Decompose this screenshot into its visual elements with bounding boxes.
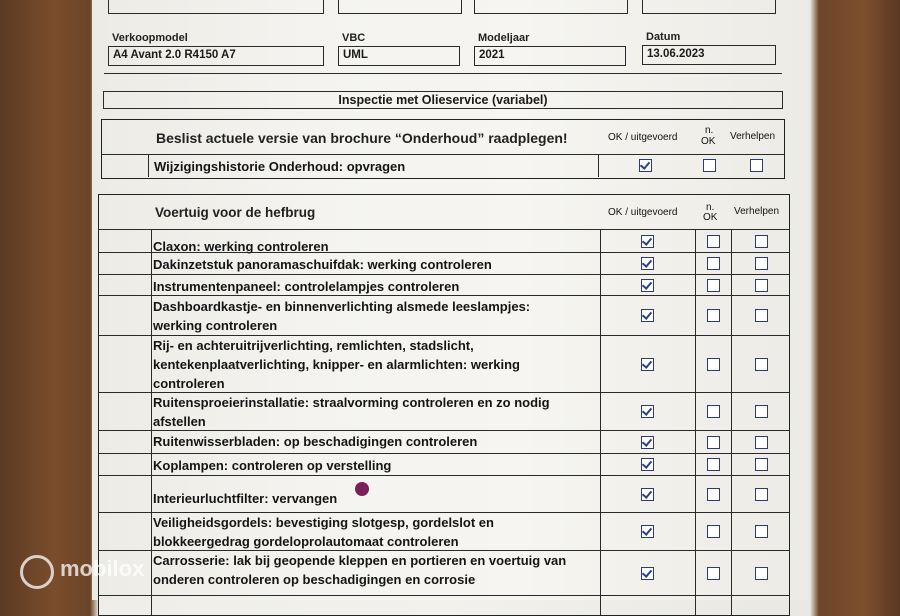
section-brochure-nok-checkbox[interactable] <box>703 159 716 172</box>
row-label-line: afstellen <box>153 414 206 429</box>
row-ok-checkbox[interactable] <box>641 436 654 449</box>
date-field <box>642 45 776 65</box>
row-label-line: Koplampen: controleren op verstelling <box>153 458 392 473</box>
table-row <box>99 475 789 476</box>
row-label-line: Instrumentenpaneel: controlelampjes controleren <box>153 279 460 294</box>
row-ok-checkbox[interactable] <box>641 279 654 292</box>
section-hefbrug-vline-fix <box>731 229 732 615</box>
row-label-line: Interieurluchtfilter: vervangen <box>153 491 338 506</box>
model-value: A4 Avant 2.0 R4150 A7 <box>113 49 236 61</box>
year-field <box>474 46 626 66</box>
watermark-text: mobilox <box>60 556 145 581</box>
col-fix-header-2: Verhelpen <box>734 206 780 217</box>
row-fix-checkbox[interactable] <box>755 525 768 538</box>
row-fix-checkbox[interactable] <box>755 436 768 449</box>
table-row <box>99 295 789 296</box>
row-label-line: kentekenplaatverlichting, knipper- en alarmlichten: werking <box>153 357 520 372</box>
section-brochure-row-divider <box>102 154 784 155</box>
model-label: Verkoopmodel <box>112 32 188 44</box>
table-row <box>99 274 789 275</box>
section-brochure <box>101 119 785 179</box>
vin-field <box>108 0 324 14</box>
row-nok-checkbox[interactable] <box>707 436 720 449</box>
col-nok-header-2: OK <box>701 136 716 147</box>
section-brochure-ok-checkbox[interactable] <box>639 159 652 172</box>
code-value <box>341 0 378 1</box>
row-label-line: controleren <box>153 376 225 391</box>
row-nok-checkbox[interactable] <box>707 358 720 371</box>
row-label-line: Veiligheidsgordels: bevestiging slotgesp, gordelslot en <box>153 515 494 530</box>
section-brochure-fix-checkbox[interactable] <box>750 159 763 172</box>
row-fix-checkbox[interactable] <box>755 405 768 418</box>
row-fix-checkbox[interactable] <box>755 257 768 270</box>
vin-value <box>111 0 238 1</box>
row-label-line: Ruitensproeierinstallatie: straalvorming controleren en zo nodig <box>153 395 550 410</box>
code-field <box>338 0 462 14</box>
vbc-field <box>338 46 460 66</box>
extra-field <box>642 0 776 14</box>
col-ok-header-2: OK / uitgevoerd <box>608 207 678 218</box>
row-fix-checkbox[interactable] <box>755 279 768 292</box>
row-nok-checkbox[interactable] <box>707 279 720 292</box>
purple-marker <box>355 482 369 496</box>
row-ok-checkbox[interactable] <box>641 488 654 501</box>
section-hefbrug-vline-nok <box>695 229 696 615</box>
table-row <box>99 252 789 253</box>
model-field <box>108 46 324 66</box>
col-nok-header-2a: n. <box>706 202 715 213</box>
row-fix-checkbox[interactable] <box>755 235 768 248</box>
row-fix-checkbox[interactable] <box>755 458 768 471</box>
row-label-line: Rij- en achteruitrijverlichting, remlichten, stadslicht, <box>153 338 474 353</box>
table-row <box>99 229 789 230</box>
col-ok-header: OK / uitgevoerd <box>608 132 678 143</box>
vbc-label: VBC <box>342 32 366 44</box>
table-row <box>99 595 789 596</box>
row-fix-checkbox[interactable] <box>755 358 768 371</box>
col-fix-header: Verhelpen <box>730 131 776 142</box>
row-fix-checkbox[interactable] <box>755 309 768 322</box>
section-brochure-vline-ok <box>598 154 599 177</box>
row-nok-checkbox[interactable] <box>707 525 720 538</box>
row-nok-checkbox[interactable] <box>707 488 720 501</box>
section-brochure-row-label: Wijzigingshistorie Onderhoud: opvragen <box>154 159 406 174</box>
date-label: Datum <box>646 31 681 43</box>
row-ok-checkbox[interactable] <box>641 405 654 418</box>
row-label-line: onderen controleren op beschadigingen en corrosie <box>153 572 476 587</box>
inspection-title-bar <box>103 91 783 109</box>
row-nok-checkbox[interactable] <box>707 309 720 322</box>
year-value: 2021 <box>479 49 505 61</box>
row-nok-checkbox[interactable] <box>707 257 720 270</box>
row-ok-checkbox[interactable] <box>641 358 654 371</box>
row-fix-checkbox[interactable] <box>755 488 768 501</box>
row-label-line: Dakinzetstuk panoramaschuifdak: werking controleren <box>153 257 492 272</box>
row-ok-checkbox[interactable] <box>641 567 654 580</box>
row-label-line: Carrosserie: lak bij geopende kleppen en portieren en voertuig van <box>153 553 567 568</box>
row-label-line: blokkeergedrag gordeloprolautomaat controleren <box>153 534 459 549</box>
date-value: 13.06.2023 <box>647 48 705 60</box>
row-fix-checkbox[interactable] <box>755 567 768 580</box>
row-ok-checkbox[interactable] <box>641 235 654 248</box>
section-brochure-title: Beslist actuele versie van brochure “Onderhoud” raadplegen! <box>156 130 568 146</box>
row-nok-checkbox[interactable] <box>707 235 720 248</box>
year-label: Modeljaar <box>478 32 530 44</box>
row-nok-checkbox[interactable] <box>707 405 720 418</box>
section-hefbrug <box>98 194 790 616</box>
row-label-line: Ruitenwisserbladen: op beschadigingen controleren <box>153 434 478 449</box>
inspection-title: Inspectie met Olieservice (variabel) <box>338 93 548 107</box>
row-label-line: Dashboardkastje- en binnenverlichting alsmede leeslampjes: <box>153 299 531 314</box>
row-ok-checkbox[interactable] <box>641 458 654 471</box>
col-nok-header-1: n. <box>705 125 714 136</box>
section-hefbrug-vline-ok <box>600 229 601 615</box>
section-hefbrug-vline-left <box>151 229 152 615</box>
row-ok-checkbox[interactable] <box>641 525 654 538</box>
col-nok-header-2b: OK <box>703 212 718 223</box>
row-label-line: werking controleren <box>153 318 278 333</box>
row-label-line: Claxon: werking controleren <box>153 239 329 254</box>
number-value <box>477 0 512 1</box>
row-ok-checkbox[interactable] <box>641 309 654 322</box>
table-row <box>99 453 789 454</box>
vbc-value: UML <box>343 49 368 61</box>
table-row <box>99 430 789 431</box>
row-ok-checkbox[interactable] <box>641 257 654 270</box>
section-hefbrug-title: Voertuig voor de hefbrug <box>155 205 316 220</box>
number-field <box>474 0 628 14</box>
watermark-logo-icon <box>20 555 54 589</box>
header-bottom-border <box>104 73 782 74</box>
row-nok-checkbox[interactable] <box>707 567 720 580</box>
row-nok-checkbox[interactable] <box>707 458 720 471</box>
section-brochure-vline-left <box>148 154 149 177</box>
